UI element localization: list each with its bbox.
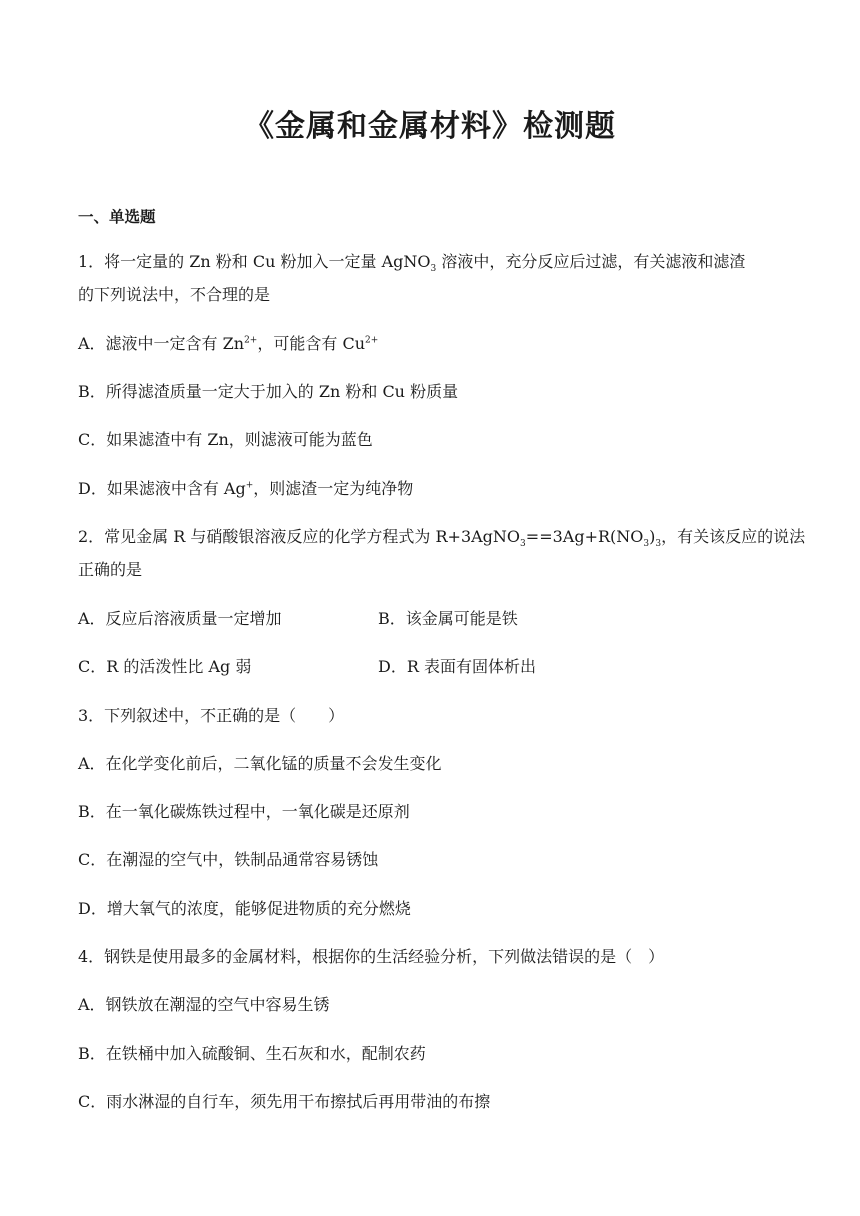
q4-option-b: B．在铁桶中加入硫酸铜、生石灰和水，配制农药: [78, 1044, 426, 1063]
q1-stem-line1: 1．将一定量的 Zn 粉和 Cu 粉加入一定量 AgNO$_3$ 溶液中，充分反应后过滤，有关滤液和滤渣: [78, 252, 746, 275]
q2-option-a: A．反应后溶液质量一定增加: [78, 609, 282, 628]
q3-option-a: A．在化学变化前后，二氧化锰的质量不会发生变化: [78, 754, 442, 773]
q4-option-c: C．雨水淋湿的自行车，须先用干布擦拭后再用带油的布擦: [78, 1092, 491, 1111]
q2-options-row2: [78, 655, 788, 679]
q2-stem-line1: 2．常见金属 R 与硝酸银溶液反应的化学方程式为 $R+3AgNO_3==3Ag+R(NO_3)_3$，有关该反应的说法: [78, 527, 806, 550]
q2-option-b: B．该金属可能是铁: [378, 609, 518, 628]
q2-options-row1: [78, 607, 788, 631]
q2-stem-line2: 正确的是: [78, 560, 143, 579]
q4-option-a: A．钢铁放在潮湿的空气中容易生锈: [78, 995, 330, 1014]
q2-option-d: D．R 表面有固体析出: [378, 657, 536, 676]
section-heading: 一、单选题: [78, 208, 156, 226]
q1-option-b: B．所得滤渣质量一定大于加入的 Zn 粉和 Cu 粉质量: [78, 382, 459, 401]
q3-stem: 3．下列叙述中，不正确的是（ ）: [78, 706, 345, 725]
q1-stem-line2: 的下列说法中，不合理的是: [78, 285, 271, 304]
q2-option-c: C．R 的活泼性比 Ag 弱: [78, 657, 252, 676]
q1-option-d: D．如果滤液中含有 Ag+，则滤渣一定为纯净物: [78, 479, 414, 498]
q1-option-a: A．滤液中一定含有 $Zn^{2+}$，可能含有 $Cu^{2+}$: [78, 334, 379, 353]
document-title: 《金属和金属材料》检测题: [244, 109, 616, 144]
q4-stem: 4．钢铁是使用最多的金属材料，根据你的生活经验分析，下列做法错误的是（ ）: [78, 947, 665, 966]
q3-option-b: B．在一氧化碳炼铁过程中，一氧化碳是还原剂: [78, 802, 410, 821]
q3-option-c: C．在潮湿的空气中，铁制品通常容易锈蚀: [78, 850, 379, 869]
q3-option-d: D．增大氧气的浓度，能够促进物质的充分燃烧: [78, 899, 411, 918]
q1-option-c: C．如果滤渣中有 Zn，则滤液可能为蓝色: [78, 430, 373, 449]
